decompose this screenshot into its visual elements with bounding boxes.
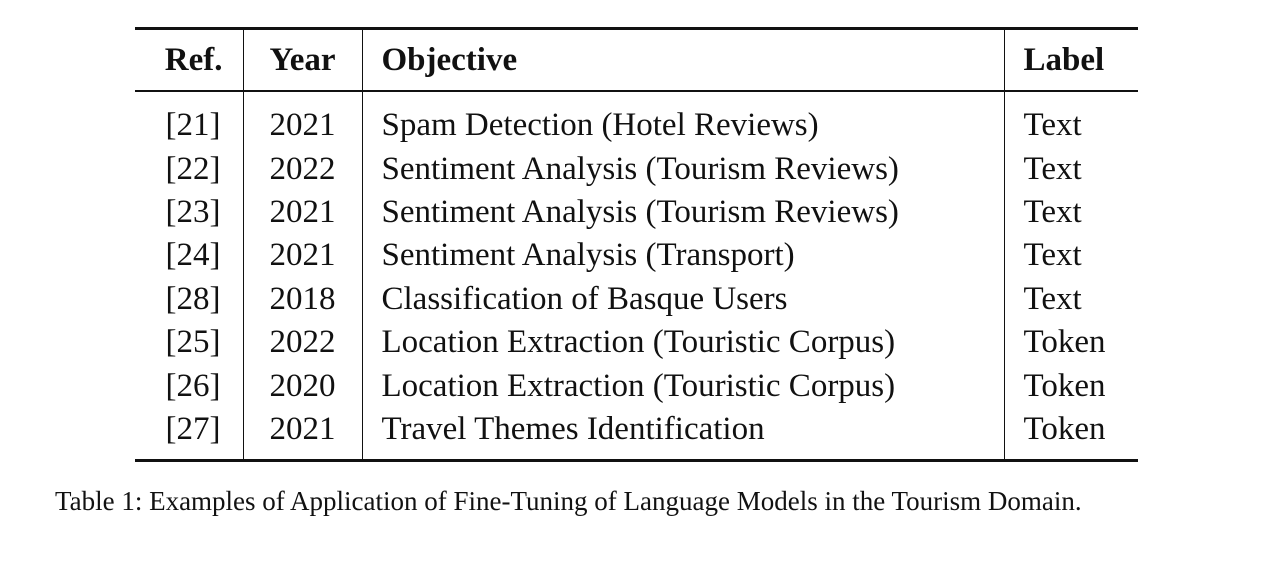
table-row [135,278,1138,321]
cell-year: 2021 [243,92,362,147]
cell-year: 2020 [243,364,362,407]
cell-ref: [26] [135,364,243,407]
cell-label: Token [1023,324,1106,361]
cell-year: 2021 [243,408,362,459]
table-row [135,408,1138,459]
table-row [135,191,1138,234]
cell-year: 2022 [243,147,362,190]
table-row [135,147,1138,190]
cell-ref: [25] [135,321,243,364]
cell-ref: [27] [135,408,243,459]
cell-objective: Classification of Basque Users [362,278,1004,321]
cell-objective: Sentiment Analysis (Tourism Reviews) [362,191,1004,234]
cell-label: Text [1023,280,1082,317]
cell-year: 2021 [243,191,362,234]
cell-label: Text [1023,237,1082,274]
header-row [135,30,1138,90]
cell-label: Text [1023,107,1082,144]
table-row [135,321,1138,364]
header-label: Label [1023,41,1105,78]
cell-ref: [21] [135,92,243,147]
cell-label: Text [1023,150,1082,187]
cell-objective: Location Extraction (Touristic Corpus) [362,364,1004,407]
table-caption: Table 1: Examples of Application of Fine-Tuning of Language Models in the Tourism Domain. [55,486,1082,516]
cell-label: Text [1023,193,1082,230]
table-row [135,234,1138,277]
cell-label: Token [1023,410,1106,447]
data-table [135,27,1138,462]
cell-objective: Location Extraction (Touristic Corpus) [362,321,1004,364]
cell-year: 2022 [243,321,362,364]
cell-objective: Spam Detection (Hotel Reviews) [362,92,1004,147]
cell-objective: Sentiment Analysis (Transport) [362,234,1004,277]
cell-year: 2021 [243,234,362,277]
table-row [135,92,1138,147]
cell-ref: [22] [135,147,243,190]
cell-objective: Travel Themes Identification [362,408,1004,459]
cell-year: 2018 [243,278,362,321]
header-objective: Objective [362,30,1004,90]
cell-ref: [24] [135,234,243,277]
cell-ref: [28] [135,278,243,321]
cell-objective: Sentiment Analysis (Tourism Reviews) [362,147,1004,190]
cell-label: Token [1023,367,1106,404]
table-row [135,364,1138,407]
cell-ref: [23] [135,191,243,234]
header-ref: Ref. [135,30,243,90]
bottom-rule [135,459,1138,462]
header-year: Year [243,30,362,90]
